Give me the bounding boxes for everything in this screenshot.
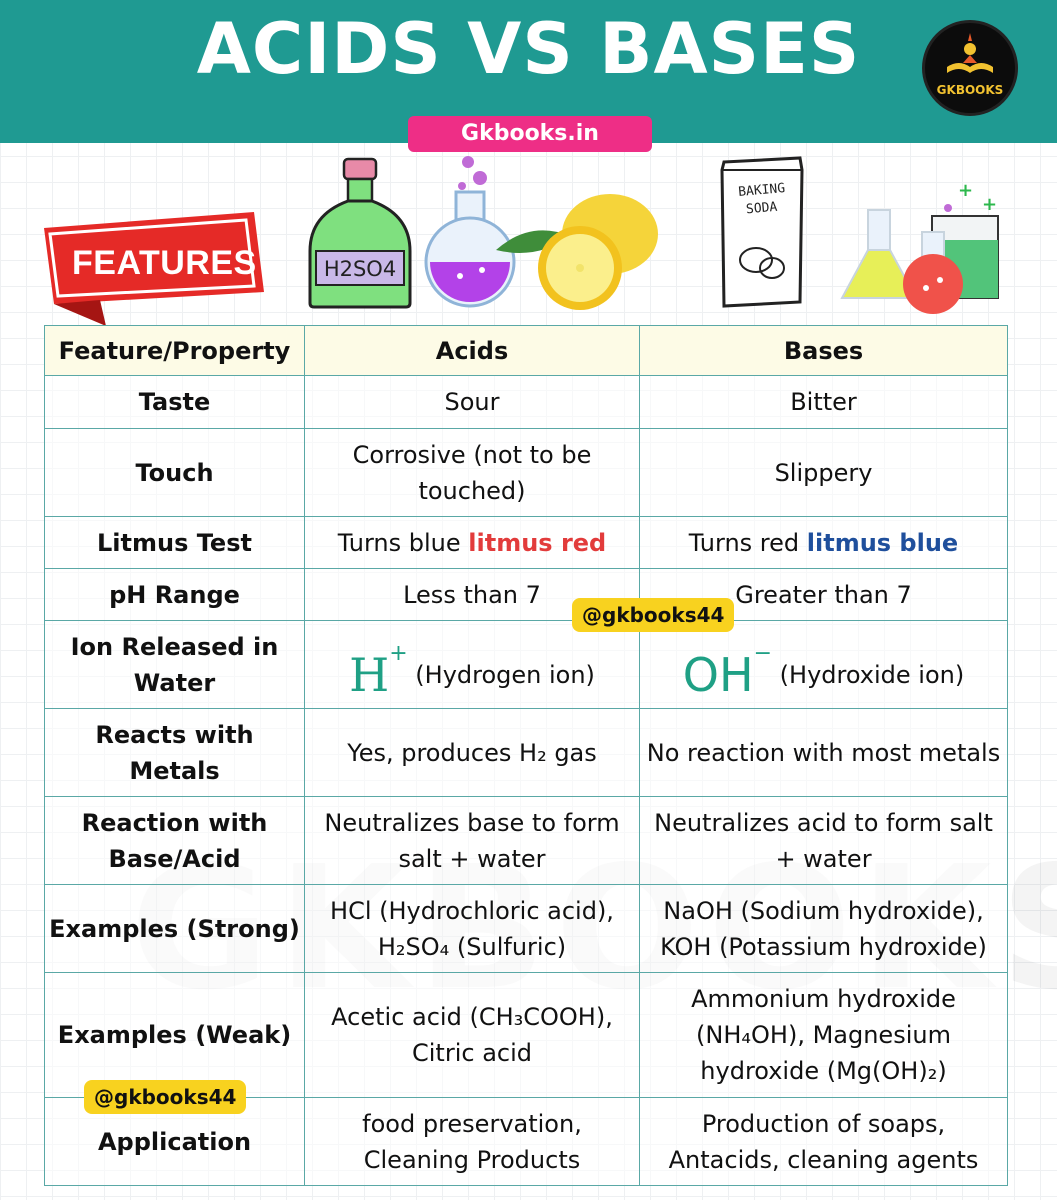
feature-cell: Examples (Weak) — [45, 973, 305, 1098]
svg-text:+: + — [982, 194, 998, 215]
book-icon — [925, 23, 1015, 83]
table-row — [45, 797, 1008, 885]
logo-text: GKBOOKS — [936, 83, 1004, 97]
table-row — [45, 973, 1008, 1098]
lab-flasks-icon — [836, 180, 1006, 320]
acid-cell — [305, 621, 640, 709]
table-row — [45, 517, 1008, 569]
feature-cell: Ion Released in Water — [45, 621, 305, 709]
handle-badge: @gkbooks44 — [84, 1080, 246, 1114]
flask-lemon-icon — [420, 150, 660, 320]
acid-cell: food preservation, Cleaning Products — [305, 1098, 640, 1186]
site-link[interactable]: Gkbooks.in — [408, 116, 652, 152]
table-row — [45, 376, 1008, 429]
acid-litmus-text: Turns blue — [337, 528, 469, 557]
table-row — [45, 885, 1008, 973]
acid-cell: Corrosive (not to be touched) — [305, 429, 640, 517]
feature-cell: Touch — [45, 429, 305, 517]
base-cell: Ammonium hydroxide (NH₄OH), Magnesium hydroxide (Mg(OH)₂) — [640, 973, 1008, 1098]
acid-cell: Acetic acid (CH₃COOH), Citric acid — [305, 973, 640, 1098]
base-cell: Greater than 7 — [640, 569, 1008, 621]
bag-label-1: BAKING — [737, 180, 786, 201]
baking-soda-icon — [712, 152, 812, 312]
table-row — [45, 621, 1008, 709]
hydrogen-ion-symbol: H — [349, 648, 390, 702]
acid-cell: Yes, produces H₂ gas — [305, 709, 640, 797]
acid-cell: HCl (Hydrochloric acid), H₂SO₄ (Sulfuric) — [305, 885, 640, 973]
feature-cell: Reacts with Metals — [45, 709, 305, 797]
base-cell: Slippery — [640, 429, 1008, 517]
table-row — [45, 569, 1008, 621]
table-row — [45, 429, 1008, 517]
acid-bottle-icon — [300, 155, 420, 315]
table-row — [45, 709, 1008, 797]
header-bases: Bases — [640, 326, 1008, 376]
base-cell: Bitter — [640, 376, 1008, 429]
base-cell: Neutralizes acid to form salt + water — [640, 797, 1008, 885]
base-cell — [640, 621, 1008, 709]
feature-cell: Reaction with Base/Acid — [45, 797, 305, 885]
feature-cell: Examples (Strong) — [45, 885, 305, 973]
hydrogen-ion-charge: + — [389, 641, 408, 666]
feature-cell: Litmus Test — [45, 517, 305, 569]
base-litmus-text: Turns red — [688, 528, 807, 557]
page-title: ACIDS VS BASES — [196, 8, 861, 90]
hydroxide-ion-symbol: OH — [682, 648, 754, 702]
hydrogen-ion-label: (Hydrogen ion) — [415, 661, 595, 689]
header-acids: Acids — [305, 326, 640, 376]
base-cell: Production of soaps, Antacids, cleaning agents — [640, 1098, 1008, 1186]
header-feature: Feature/Property — [45, 326, 305, 376]
hydroxide-ion-charge: − — [753, 641, 773, 666]
acid-cell — [305, 517, 640, 569]
acid-cell: Neutralizes base to form salt + water — [305, 797, 640, 885]
base-cell: No reaction with most metals — [640, 709, 1008, 797]
bottle-label: H2SO4 — [323, 257, 397, 281]
base-cell — [640, 517, 1008, 569]
feature-cell: Taste — [45, 376, 305, 429]
features-label: FEATURES — [72, 244, 257, 282]
acid-cell: Sour — [305, 376, 640, 429]
feature-cell: Application — [45, 1098, 305, 1186]
base-litmus-highlight: litmus blue — [806, 528, 959, 557]
gkbooks-logo — [922, 20, 1018, 116]
svg-text:+: + — [958, 180, 974, 201]
base-cell: NaOH (Sodium hydroxide), KOH (Potassium hydroxide) — [640, 885, 1008, 973]
acid-cell: Less than 7 — [305, 569, 640, 621]
bag-label-2: SODA — [745, 199, 778, 218]
comparison-table — [44, 325, 1008, 1186]
feature-cell: pH Range — [45, 569, 305, 621]
hydroxide-ion-label: (Hydroxide ion) — [779, 661, 965, 689]
handle-badge: @gkbooks44 — [572, 598, 734, 632]
table-header-row — [45, 326, 1008, 376]
acid-litmus-highlight: litmus red — [468, 528, 607, 557]
